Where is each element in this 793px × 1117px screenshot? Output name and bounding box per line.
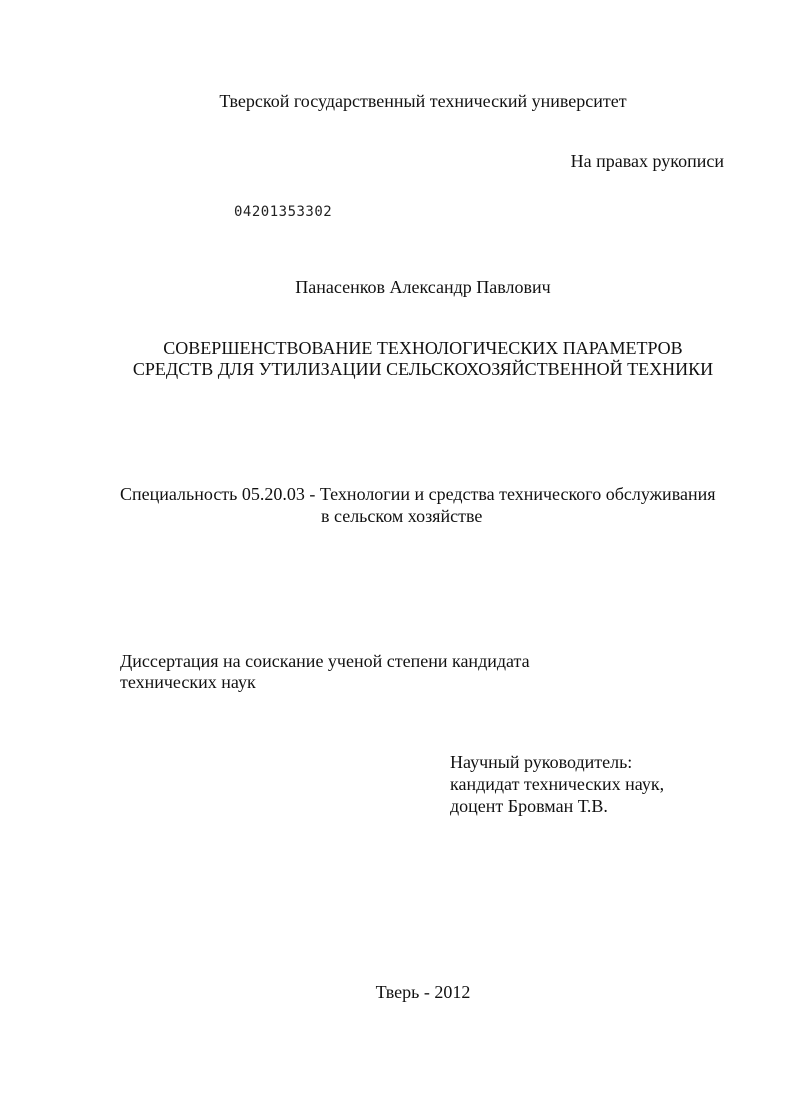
specialty-line-2: в сельском хозяйстве	[321, 506, 483, 526]
advisor-line-3: доцент Бровман Т.В.	[450, 796, 608, 816]
city-year: Тверь - 2012	[375, 982, 471, 1002]
rights-note: На правах рукописи	[570, 151, 724, 171]
dissertation-line-2: технических наук	[120, 672, 256, 692]
dissertation-line-1: Диссертация на соискание ученой степени кандидата	[120, 651, 530, 671]
university-name: Тверской государственный технический университет	[219, 91, 627, 111]
stamp-number: 04201353302	[234, 204, 333, 220]
title-line-2: СРЕДСТВ ДЛЯ УТИЛИЗАЦИИ СЕЛЬСКОХОЗЯЙСТВЕННОЙ ТЕХНИКИ	[132, 359, 714, 379]
title-line-1: СОВЕРШЕНСТВОВАНИЕ ТЕХНОЛОГИЧЕСКИХ ПАРАМЕТРОВ	[163, 338, 683, 358]
advisor-line-1: Научный руководитель:	[450, 752, 633, 772]
advisor-line-2: кандидат технических наук,	[450, 774, 665, 794]
author-name: Панасенков Александр Павлович	[295, 277, 551, 297]
specialty-line-1: Специальность 05.20.03 - Технологии и средства технического обслуживания	[120, 484, 716, 504]
